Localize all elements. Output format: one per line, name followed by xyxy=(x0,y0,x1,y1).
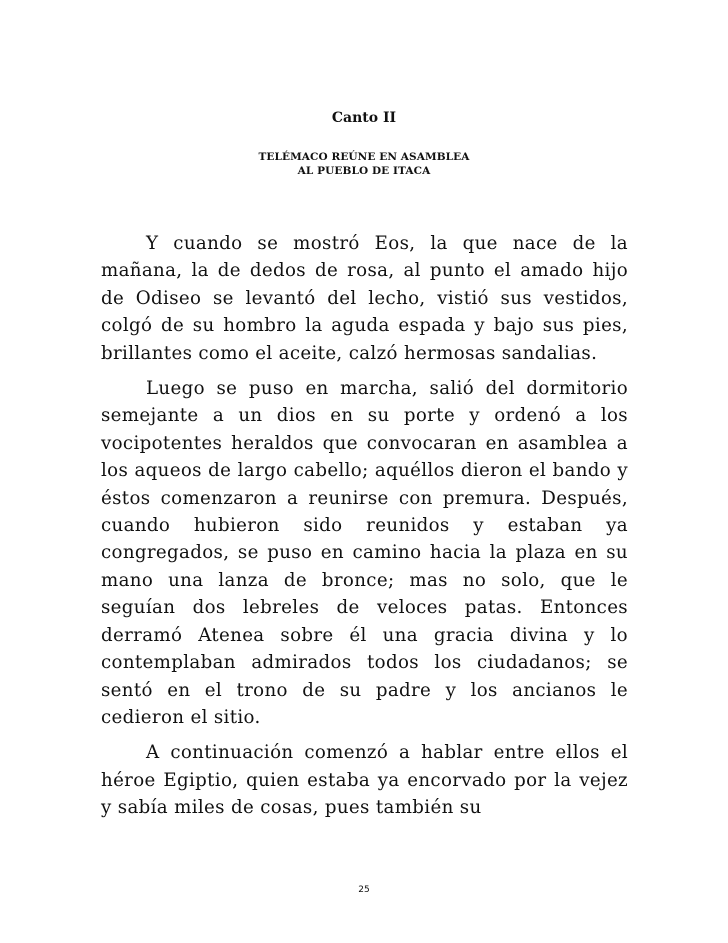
chapter-subtitle xyxy=(0,150,728,178)
paragraph-2: Luego se puso en marcha, salió del dormitorio semejante a un dios en su porte y ordenó a los vocipotentes heraldos que convocaran en asamblea a los aqueos de largo cabello; aquéllos dieron el bando y éstos comenzaron a reunirse con premura. Después, cuando hubieron sido reunidos y estaban ya congregados, se puso en camino hacia la plaza en su mano una lanza de bronce; mas no solo, que le seguían dos lebreles de veloces patas. Entonces derramó Atenea sobre él una gracia divina y lo contemplaban admirados todos los ciudadanos; se sentó en el trono de su padre y los ancianos le cedieron el sitio. xyxy=(101,378,628,728)
paragraph-3: A continuación comenzó a hablar entre ellos el héroe Egiptio, quien estaba ya encorvado por la vejez y sabía miles de cosas, pues también su xyxy=(101,742,628,819)
chapter-title: Canto II xyxy=(331,110,397,126)
chapter-subtitle-line-1: TELÉMACO REÚNE EN ASAMBLEA xyxy=(258,151,470,163)
body-text xyxy=(101,230,628,830)
page-number: 25 xyxy=(358,885,370,895)
paragraph-1: Y cuando se mostró Eos, la que nace de la mañana, la de dedos de rosa, al punto el amado hijo de Odiseo se levantó del lecho, vistió sus vestidos, colgó de su hombro la aguda espada y bajo sus pies, brillantes como el aceite, calzó hermosas sandalias. xyxy=(101,233,628,364)
chapter-subtitle-line-2: AL PUEBLO DE ITACA xyxy=(297,165,431,177)
